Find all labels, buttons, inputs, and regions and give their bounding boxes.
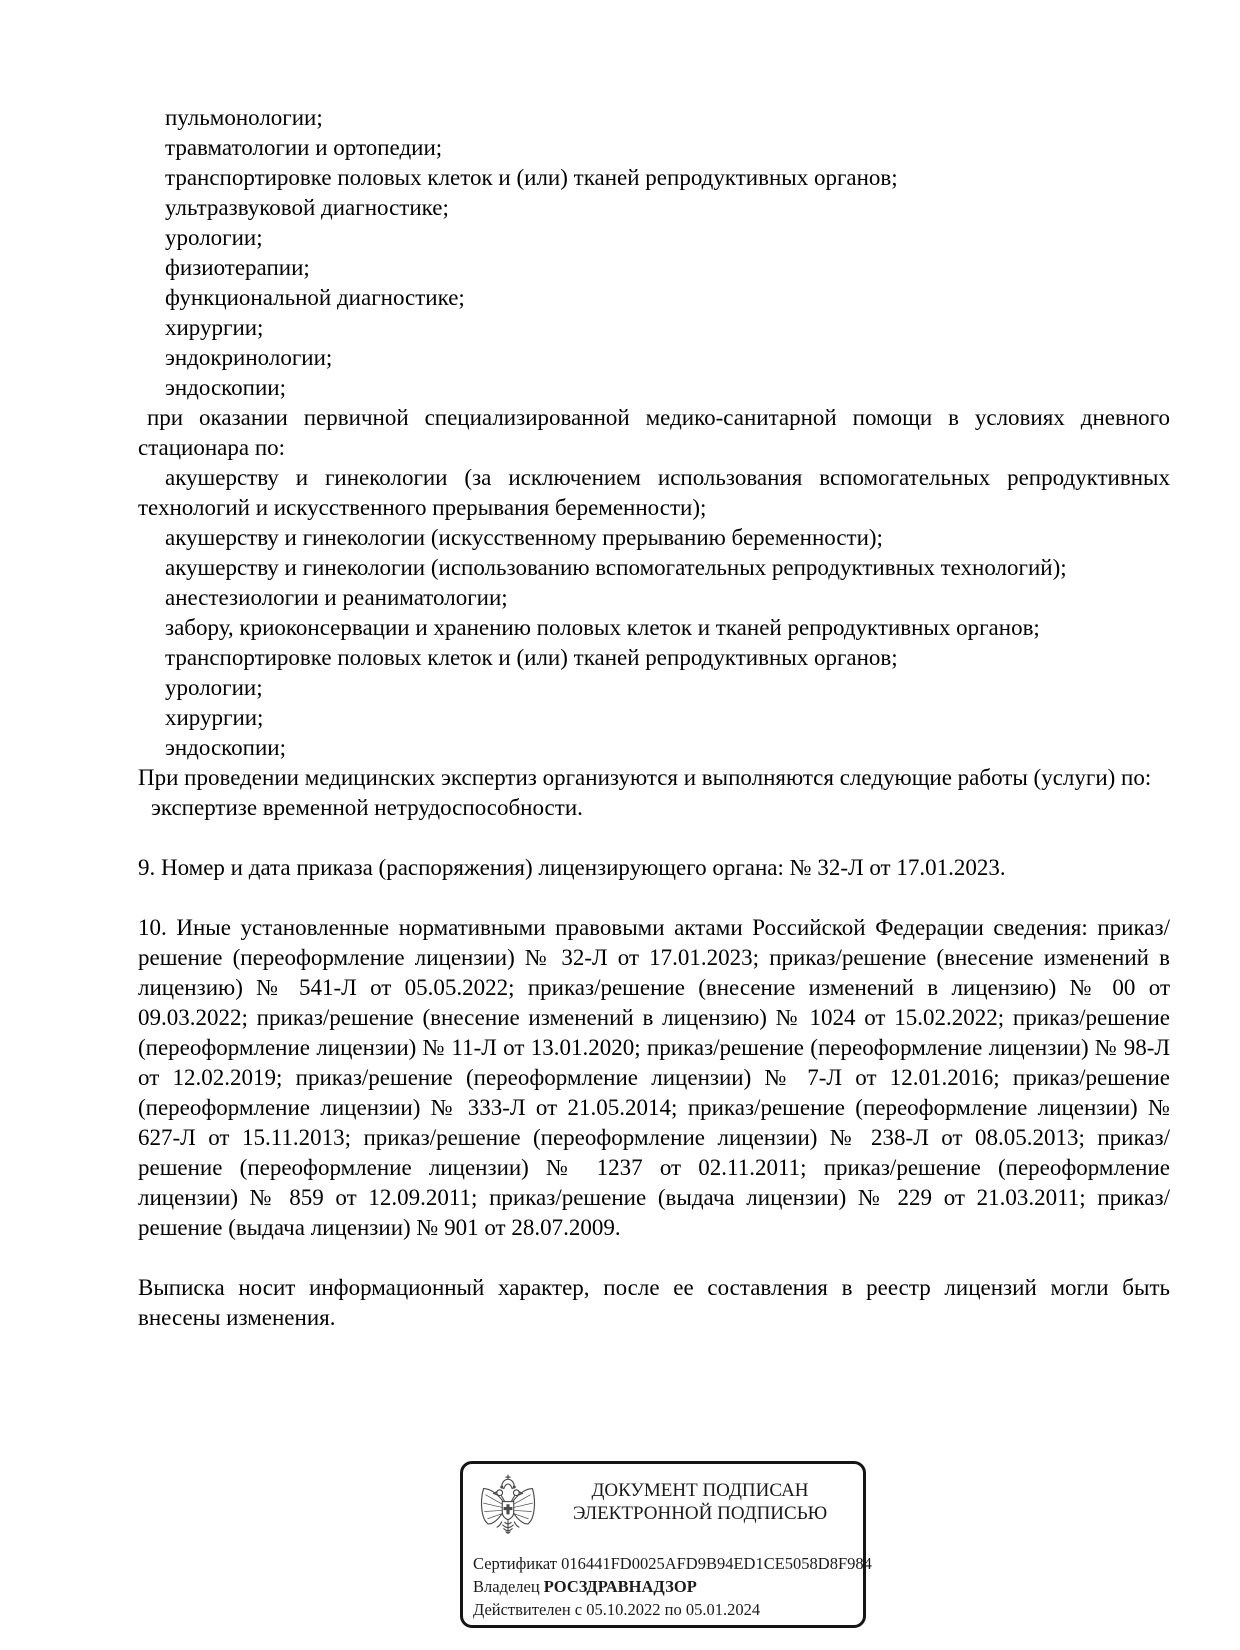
service-item: акушерству и гинекологии (искусственному прерыванию беременности);	[165, 525, 883, 550]
service-item: эндоскопии;	[165, 375, 286, 400]
double-headed-eagle-icon	[478, 1474, 538, 1550]
service-item: урологии;	[165, 225, 263, 250]
day-hospital-intro: при оказании первичной специализированной медико-санитарной помощи в условиях дневного стационара по:	[138, 405, 1170, 460]
expertise-intro: При проведении медицинских экспертиз организуются и выполняются следующие работы (услуги) по:	[138, 765, 1152, 790]
service-item: урологии;	[165, 675, 263, 700]
owner-label: Владелец	[473, 1577, 540, 1596]
service-item: акушерству и гинекологии (использованию вспомогательных репродуктивных технологий);	[165, 555, 1067, 580]
spacer	[138, 823, 1170, 853]
spacer	[138, 1243, 1170, 1273]
certificate-line	[473, 1552, 872, 1575]
service-item: эндокринологии;	[165, 345, 333, 370]
service-item: хирургии;	[165, 315, 264, 340]
service-item: физиотерапии;	[165, 255, 310, 280]
service-item: эндоскопии;	[165, 735, 286, 760]
certificate-value: 016441FD0025AFD9B94ED1CE5058D8F984	[561, 1554, 872, 1573]
service-item: ультразвуковой диагностике;	[165, 195, 449, 220]
service-item: травматологии и ортопедии;	[165, 135, 443, 160]
stamp-title-line1: ДОКУМЕНТ ПОДПИСАН	[591, 1480, 809, 1501]
validity-line: Действителен с 05.10.2022 по 05.01.2024	[473, 1600, 761, 1619]
service-item: функциональной диагностике;	[165, 285, 465, 310]
clause-10: 10. Иные установленные нормативными правовыми актами Российской Федерации сведения: приказ/решение (переоформление лицензии) № 32-Л от 17.01.2023; приказ/решение (внесение изменений в лицензию) № 541-Л от 05.05.2022; приказ/решение (внесение изменений в лицензию) № 00 от 09.03.2022; приказ/решение (внесение изменений в лицензию) № 1024 от 15.02.2022; приказ/решение (переоформление лицензии) № 11-Л от 13.01.2020; приказ/решение (переоформление лицензии) № 98-Л от 12.02.2019; приказ/решение (переоформление лицензии) № 7-Л от 12.01.2016; приказ/решение (переоформление лицензии) № 333-Л от 21.05.2014; приказ/решение (переоформление лицензии) № 627-Л от 15.11.2013; приказ/решение (переоформление лицензии) № 238-Л от 08.05.2013; приказ/решение (переоформление лицензии) № 1237 от 02.11.2011; приказ/решение (переоформление лицензии) № 859 от 12.09.2011; приказ/решение (выдача лицензии) № 229 от 21.03.2011; приказ/решение (выдача лицензии) № 901 от 28.07.2009.	[138, 915, 1170, 1240]
service-item: забору, криоконсервации и хранению половых клеток и тканей репродуктивных органов;	[165, 615, 1040, 640]
service-item: транспортировке половых клеток и (или) тканей репродуктивных органов;	[165, 165, 898, 190]
service-item: пульмонологии;	[165, 105, 323, 130]
disclaimer: Выписка носит информационный характер, после ее составления в реестр лицензий могли быть внесены изменения.	[138, 1275, 1170, 1330]
service-item: хирургии;	[165, 705, 264, 730]
expertise-item: экспертизе временной нетрудоспособности.	[151, 795, 583, 820]
spacer	[138, 883, 1170, 913]
stamp-title	[535, 1479, 865, 1525]
service-item: анестезиологии и реаниматологии;	[165, 585, 508, 610]
electronic-signature-stamp	[460, 1461, 872, 1628]
clause-9: 9. Номер и дата приказа (распоряжения) лицензирующего органа: № 32-Л от 17.01.2023.	[138, 855, 1006, 880]
service-item: акушерству и гинекологии (за исключением использования вспомогательных репродуктивных технологий и искусственного прерывания беременности);	[138, 465, 1170, 520]
document-body	[138, 103, 1170, 1333]
certificate-label: Сертификат	[473, 1554, 557, 1573]
stamp-details	[473, 1552, 872, 1621]
owner-value: РОСЗДРАВНАДЗОР	[543, 1577, 697, 1596]
service-item: транспортировке половых клеток и (или) тканей репродуктивных органов;	[165, 645, 898, 670]
owner-line	[473, 1575, 857, 1598]
stamp-title-line2: ЭЛЕКТРОННОЙ ПОДПИСЬЮ	[572, 1503, 828, 1524]
